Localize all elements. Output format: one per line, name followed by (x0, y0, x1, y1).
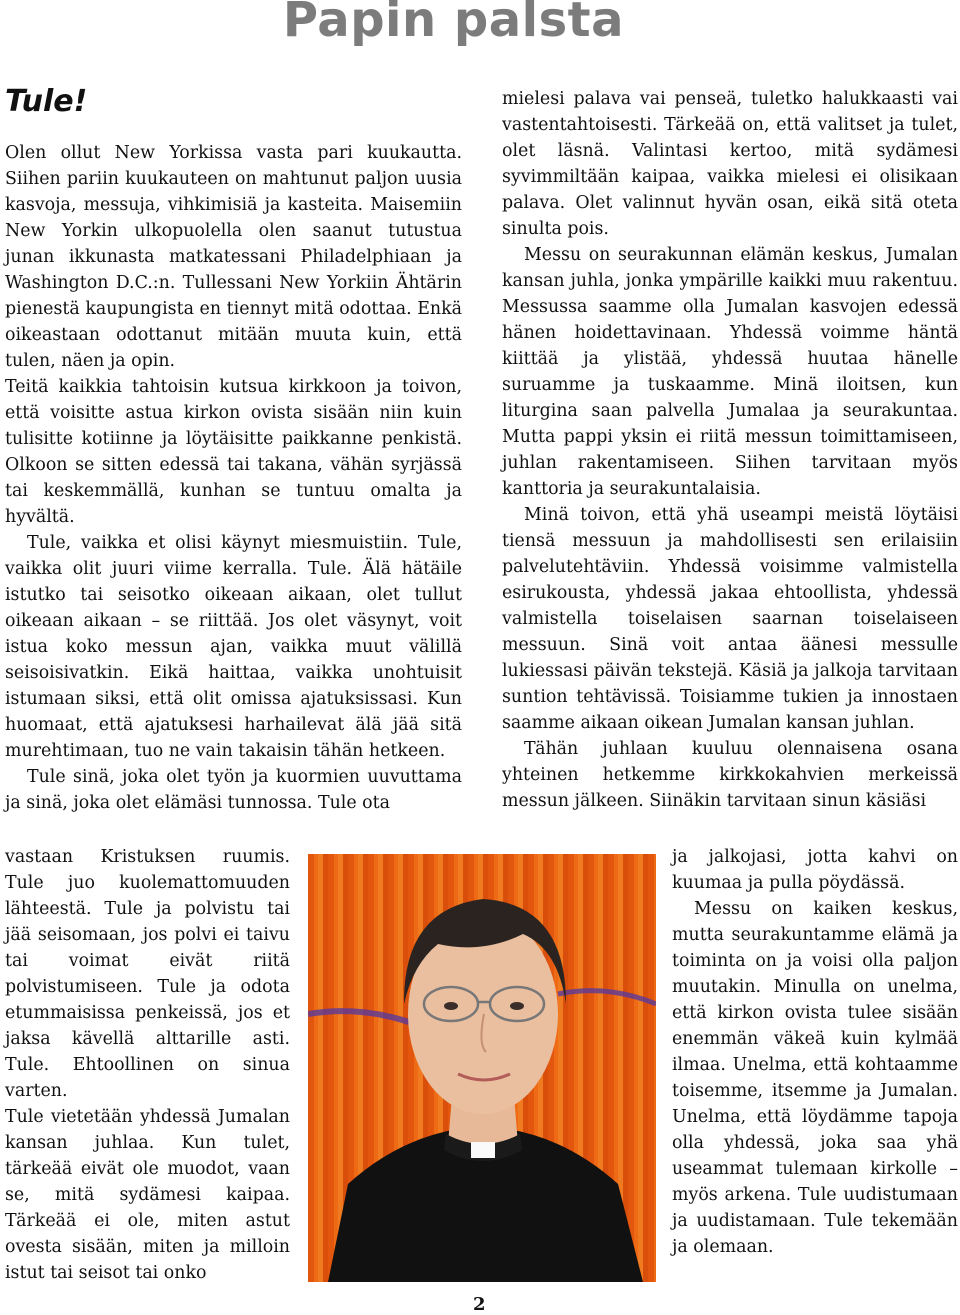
column-right-bottom (672, 844, 958, 1260)
paragraph: Olen ollut New Yorkissa vasta pari kuukautta. Siihen pariin kuukauteen on mahtunut paljon uusia kasvoja, messuja, vihkimisiä ja kasteita. Maisemiin New Yorkin ulkopuolella olen saanut tutustua junan ikkunasta matkatessani Philadelphiaan ja Washington D.C.:n. Tullessani New Yorkiin Ähtärin pienestä kaupungista en tiennyt mitä odottaa. Enkä oikeastaan odottanut mitään muuta kuin, että tulen, näen ja opin. (5, 143, 462, 371)
paragraph: Messu on kaiken keskus, mutta seurakuntamme elämä ja toiminta on ja voisi olla paljon muutakin. Minulla on unelma, että kirkon ovista tulee sisään enemmän väkeä kuin kylmää ilmaa. Unelma, että kohtaamme toisemme, itsemme ja Jumalan. Unelma, että löydämme tapoja olla yhdessä, joka saa yhä useammat tulemaan kirkolle – myös arkena. Tule uudistumaan ja uudistamaan. Tule tekemään ja olemaan. (672, 899, 958, 1257)
column-left-bottom (5, 844, 290, 1286)
article-title: Tule! (5, 84, 88, 119)
paragraph: Teitä kaikkia tahtoisin kutsua kirkkoon ja toivon, että voisitte astua kirkon ovista sisään niin kuin tulisitte kotiinne ja löytäisitte paikkanne penkistä. Olkoon se sitten edessä tai takana, vähän syrjässä tai keskemmällä, kunhan se tuntuu omalta ja hyvältä. (5, 377, 462, 527)
page-number: 2 (473, 1294, 486, 1315)
paragraph: ja jalkojasi, jotta kahvi on kuumaa ja pulla pöydässä. (672, 847, 958, 893)
portrait-illustration (308, 854, 656, 1282)
paragraph: Tule, vaikka et olisi käynyt miesmuistiin. Tule, vaikka olit juuri viime kerralla. Tule. Älä hätäile istutko tai seisotko oikeaan aikaan, olet tullut oikeaan aikaan – se riittää. Jos olet väsynyt, voit istua koko messun ajan, vaikka muut välillä seisoisivatkin. Eikä haittaa, vaikka unohtuisit istumaan siksi, että olit omissa ajatuksissasi. Kun huomaat, että ajatuksesi harhailevat älä jää sitä murehtimaan, tuo ne vain takaisin tähän hetkeen. (5, 533, 462, 761)
column-left-top (5, 140, 462, 816)
paragraph: mielesi palava vai penseä, tuletko halukkaasti vai vastentahtoisesti. Tärkeää on, että valitset ja tulet, olet läsnä. Valintasi kertoo, mitä sydämesi syvimmiltään kaipaa, vaikka mielesi ei olisikaan palava. Olet valinnut hyvän osan, eikä sitä oteta sinulta pois. (502, 89, 958, 239)
paragraph: Tule vietetään yhdessä Jumalan kansan juhlaa. Kun tulet, tärkeää eivät ole muodot, vaan se, mitä sydämesi kaipaa. Tärkeää ei ole, miten astut ovesta sisään, miten ja milloin istut tai seisot tai onko (5, 1107, 290, 1283)
column-title: Papin palsta (282, 0, 624, 48)
paragraph: Tule sinä, joka olet työn ja kuormien uuvuttama ja sinä, joka olet elämäsi tunnossa. Tule ota (5, 767, 462, 813)
paragraph: Tähän juhlaan kuuluu olennaisena osana yhteinen hetkemme kirkkokahvien merkeissä messun jälkeen. Siinäkin tarvitaan sinun käsiäsi (502, 739, 958, 811)
page-header (0, 0, 960, 48)
portrait-photo (308, 854, 656, 1282)
paragraph: Messu on seurakunnan elämän keskus, Jumalan kansan juhla, jonka ympärille kaikki muu rakentuu. Messussa saamme olla Jumalan kasvojen edessä hänen hoidettavinaan. Yhdessä voimme häntä kiittää ja ylistää, yhdessä huutaa hänelle suruamme ja tuskaamme. Minä iloitsen, kun liturgina saan palvella Jumalaa ja seurakuntaa. Mutta pappi yksin ei riitä messun toimittamiseen, juhlan rakentamiseen. Siihen tarvitaan myös kanttoria ja seurakuntalaisia. (502, 245, 958, 499)
paragraph: Minä toivon, että yhä useampi meistä löytäisi tiensä messuun ja mahdollisesti sen erilaisiin palvelutehtäviin. Yhdessä voisimme valmistella esirukousta, yhdessä jakaa ehtoollista, yhdessä valmistella toiselaisen saarnan toiselaiseen messuun. Sinä voit antaa äänesi messulle lukiessasi päivän tekstejä. Käsiä ja jalkoja tarvitaan suntion tehtävissä. Toisiamme tukien ja innostaen saamme aikaan oikean Jumalan kansan juhlan. (502, 505, 958, 733)
paragraph: vastaan Kristuksen ruumis. Tule juo kuolemattomuuden lähteestä. Tule ja polvistu tai jää seisomaan, jos polvi ei taivu tai voimat eivät riitä polvistumiseen. Tule ja odota etummaisissa penkeissä, jos et jaksa kävellä alttarille asti. Tule. Ehtoollinen on sinua varten. (5, 847, 290, 1101)
column-right-top (502, 86, 958, 814)
